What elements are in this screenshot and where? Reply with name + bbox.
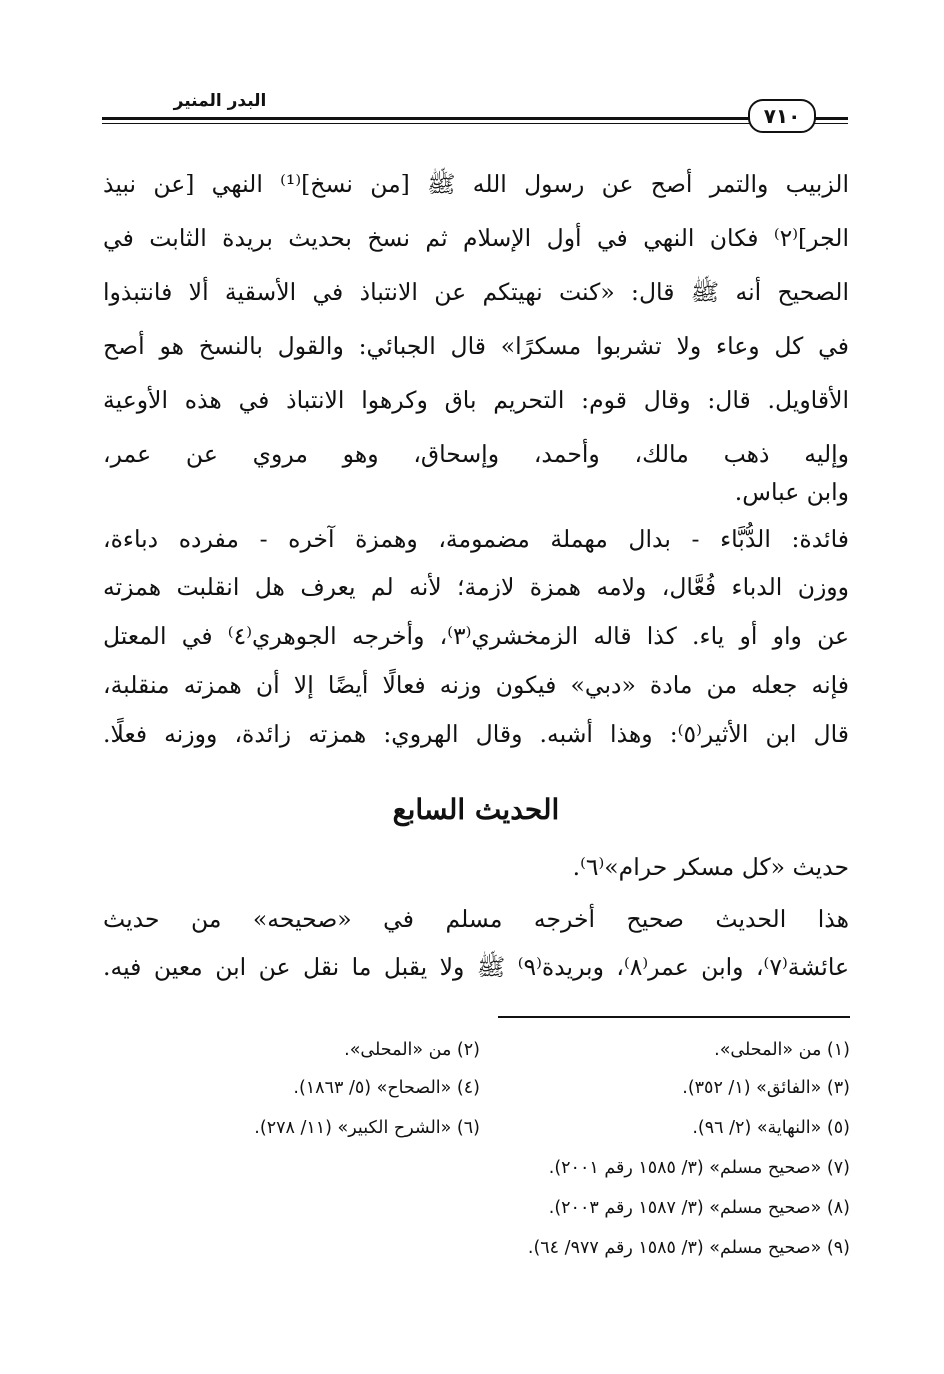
footnote: (٥) «النهاية» (٢/ ٩٦). xyxy=(692,1118,850,1138)
text-line: عن واو أو ياء. كذا قاله الزمخشري⁽٣⁾، وأخرجه الجوهري⁽٤⁾ في المعتل xyxy=(103,622,849,650)
footnote: (٢) من «المحلى». xyxy=(344,1040,480,1060)
footnote: (٧) «صحيح مسلم» (٣/ ١٥٨٥ رقم ٢٠٠١). xyxy=(548,1158,850,1178)
footnote: (٤) «الصحاح» (٥/ ١٨٦٣). xyxy=(293,1078,480,1098)
text-line: الصحيح أنه ﷺ قال: «كنت نهيتكم عن الانتباذ في الأسقية ألا فانتبذوا xyxy=(103,278,849,306)
text-line: وابن عباس. xyxy=(734,478,849,506)
text-line: فائدة: الدُّبَّاء - بدال مهملة مضمومة، وهمزة آخره - مفرده دباءة، xyxy=(103,525,849,553)
footnote: (٨) «صحيح مسلم» (٣/ ١٥٨٧ رقم ٢٠٠٣). xyxy=(548,1198,850,1218)
text-line: الأقاويل. قال: وقال قوم: التحريم باق وكرهوا الانتباذ في هذه الأوعية xyxy=(103,386,849,414)
header-rule-thin xyxy=(102,123,848,124)
text-line: الزبيب والتمر أصح عن رسول الله ﷺ [من نسخ]⁽¹⁾ النهي [عن نبيذ xyxy=(103,170,849,198)
text-line: وإليه ذهب مالك، وأحمد، وإسحاق، وهو مروي عن عمر، xyxy=(103,440,849,468)
footnote: (١) من «المحلى». xyxy=(714,1040,850,1060)
text-line: ووزن الدباء فُعَّال، ولامه همزة لازمة؛ لأنه لم يعرف هل انقلبت همزته xyxy=(103,573,849,601)
text-line: هذا الحديث صحيح أخرجه مسلم في «صحيحه» من حديث xyxy=(103,905,849,933)
footnote-rule xyxy=(498,1016,850,1018)
header-rule-thick xyxy=(102,117,848,120)
text-line: عائشة⁽٧⁾، وابن عمر⁽٨⁾، وبريدة⁽٩⁾ ﷺ ولا يقبل ما نقل عن ابن معين فيه. xyxy=(103,953,849,981)
footnote: (٩) «صحيح مسلم» (٣/ ١٥٨٥ رقم ٩٧٧/ ٦٤). xyxy=(527,1238,850,1258)
running-title: البدر المنير xyxy=(173,91,267,111)
text-line: الجر]⁽٢⁾ فكان النهي في أول الإسلام ثم نسخ بحديث بريدة الثابت في xyxy=(103,224,849,252)
section-heading: الحديث السابع xyxy=(392,793,560,826)
hadith-line: حديث «كل مسكر حرام»⁽٦⁾. xyxy=(572,853,849,881)
text-line: قال ابن الأثير⁽٥⁾: وهذا أشبه. وقال الهروي: همزته زائدة، ووزنه فعلًا. xyxy=(103,720,849,748)
page-number: ٧١٠ xyxy=(748,99,816,133)
text-line: فإنه جعله من مادة «دبي» فيكون وزنه فعالًا أيضًا إلا أن همزته منقلبة، xyxy=(103,671,849,699)
footnote: (٣) «الفائق» (١/ ٣٥٢). xyxy=(682,1078,850,1098)
footnote: (٦) «الشرح الكبير» (١١/ ٢٧٨). xyxy=(254,1118,480,1138)
text-line: في كل وعاء ولا تشربوا مسكرًا» قال الجبائي: والقول بالنسخ هو أصح xyxy=(103,332,849,360)
